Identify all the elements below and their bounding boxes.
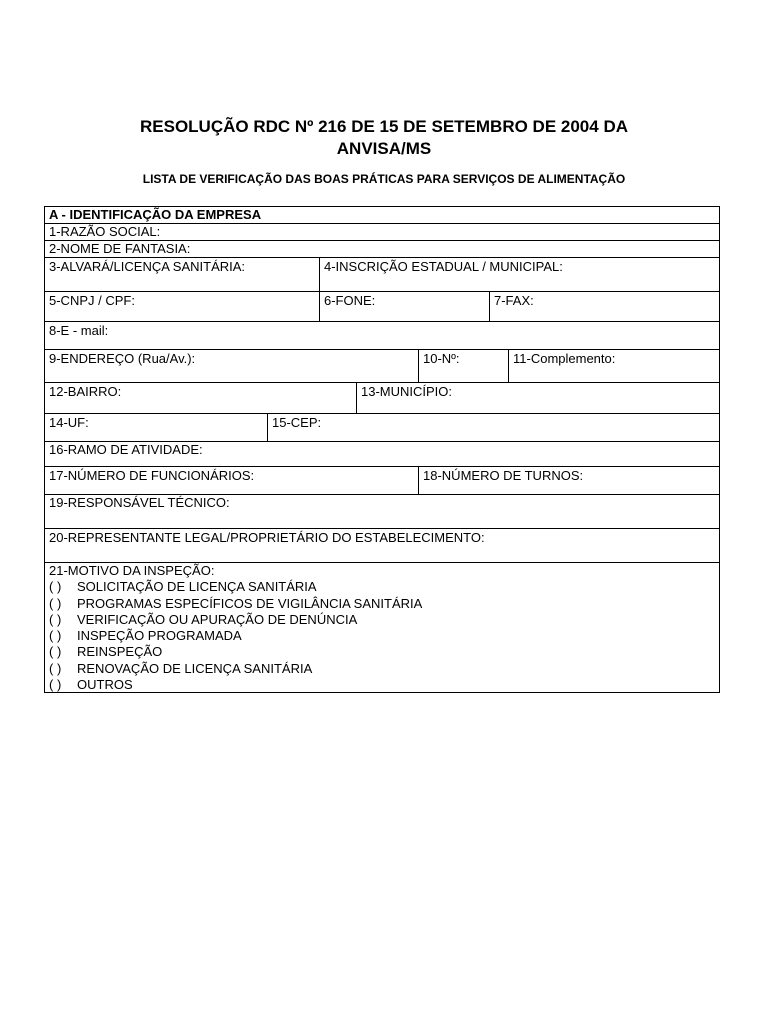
nome-fantasia-field[interactable]: 2-NOME DE FANTASIA: (49, 241, 191, 256)
razao-social-field[interactable]: 1-RAZÃO SOCIAL: (49, 224, 161, 239)
municipio-field[interactable]: 13-MUNICÍPIO: (356, 383, 719, 413)
tecnico-field[interactable]: 19-RESPONSÁVEL TÉCNICO: (49, 495, 230, 510)
motivo-option[interactable] (49, 596, 422, 612)
checkbox[interactable]: ( ) (49, 595, 62, 611)
email-field[interactable]: 8-E - mail: (49, 323, 109, 338)
razao-social-row (45, 224, 719, 241)
document-subtitle: LISTA DE VERIFICAÇÃO DAS BOAS PRÁTICAS PARA SERVIÇOS DE ALIMENTAÇÃO (142, 172, 626, 186)
endereco-field[interactable]: 9-ENDEREÇO (Rua/Av.): (49, 351, 196, 366)
option-label: VERIFICAÇÃO OU APURAÇÃO DE DENÚNCIA (77, 611, 358, 627)
checkbox[interactable]: ( ) (49, 628, 62, 644)
endereco-row (45, 350, 719, 383)
fone-field[interactable]: 6-FONE: (319, 292, 489, 321)
motivo-option[interactable] (49, 612, 422, 628)
option-label: OUTROS (77, 677, 133, 693)
checkbox[interactable]: ( ) (49, 611, 62, 627)
cep-field[interactable]: 15-CEP: (267, 414, 719, 441)
ramo-row (45, 442, 719, 467)
representante-row (45, 529, 719, 563)
bairro-municipio-row (45, 383, 719, 414)
motivo-label: 21-MOTIVO DA INSPEÇÃO: (49, 563, 215, 578)
cnpj-fone-fax-row (45, 292, 719, 322)
option-label: PROGRAMAS ESPECÍFICOS DE VIGILÂNCIA SANITÁRIA (77, 595, 423, 611)
document-title-line1: RESOLUÇÃO RDC Nº 216 DE 15 DE SETEMBRO DE 2004 DA (140, 117, 628, 136)
uf-field[interactable]: 14-UF: (49, 415, 89, 430)
checkbox[interactable]: ( ) (49, 660, 62, 676)
option-label: SOLICITAÇÃO DE LICENÇA SANITÁRIA (77, 579, 317, 595)
motivo-list (49, 563, 422, 693)
checkbox[interactable]: ( ) (49, 579, 62, 595)
nome-fantasia-row (45, 241, 719, 258)
numero-field[interactable]: 10-Nº: (418, 350, 508, 382)
checkbox[interactable]: ( ) (49, 644, 62, 660)
section-title-row (45, 207, 719, 224)
option-label: INSPEÇÃO PROGRAMADA (77, 628, 242, 644)
motivo-row (45, 563, 719, 694)
fax-field[interactable]: 7-FAX: (489, 292, 719, 321)
identification-form (44, 206, 720, 693)
ramo-field[interactable]: 16-RAMO DE ATIVIDADE: (49, 442, 203, 457)
tecnico-row (45, 495, 719, 529)
uf-cep-row (45, 414, 719, 442)
complemento-field[interactable]: 11-Complemento: (508, 350, 719, 382)
funcionarios-turnos-row (45, 467, 719, 495)
option-label: RENOVAÇÃO DE LICENÇA SANITÁRIA (77, 660, 313, 676)
representante-field[interactable]: 20-REPRESENTANTE LEGAL/PROPRIETÁRIO DO ESTABELECIMENTO: (49, 530, 485, 545)
motivo-option[interactable] (49, 644, 422, 660)
bairro-field[interactable]: 12-BAIRRO: (49, 384, 122, 399)
checkbox[interactable]: ( ) (49, 677, 62, 693)
document-title-line2: ANVISA/MS (336, 139, 432, 158)
cnpj-field[interactable]: 5-CNPJ / CPF: (49, 293, 135, 308)
section-title: A - IDENTIFICAÇÃO DA EMPRESA (49, 207, 262, 222)
funcionarios-field[interactable]: 17-NÚMERO DE FUNCIONÁRIOS: (49, 468, 255, 483)
motivo-option[interactable] (49, 579, 422, 595)
motivo-option[interactable] (49, 661, 422, 677)
motivo-option[interactable] (49, 677, 422, 693)
option-label: REINSPEÇÃO (77, 644, 163, 660)
turnos-field[interactable]: 18-NÚMERO DE TURNOS: (418, 467, 719, 494)
inscricao-field[interactable]: 4-INSCRIÇÃO ESTADUAL / MUNICIPAL: (319, 258, 719, 291)
alvara-inscricao-row (45, 258, 719, 292)
alvara-field[interactable]: 3-ALVARÁ/LICENÇA SANITÁRIA: (49, 259, 246, 274)
email-row (45, 322, 719, 350)
motivo-option[interactable] (49, 628, 422, 644)
